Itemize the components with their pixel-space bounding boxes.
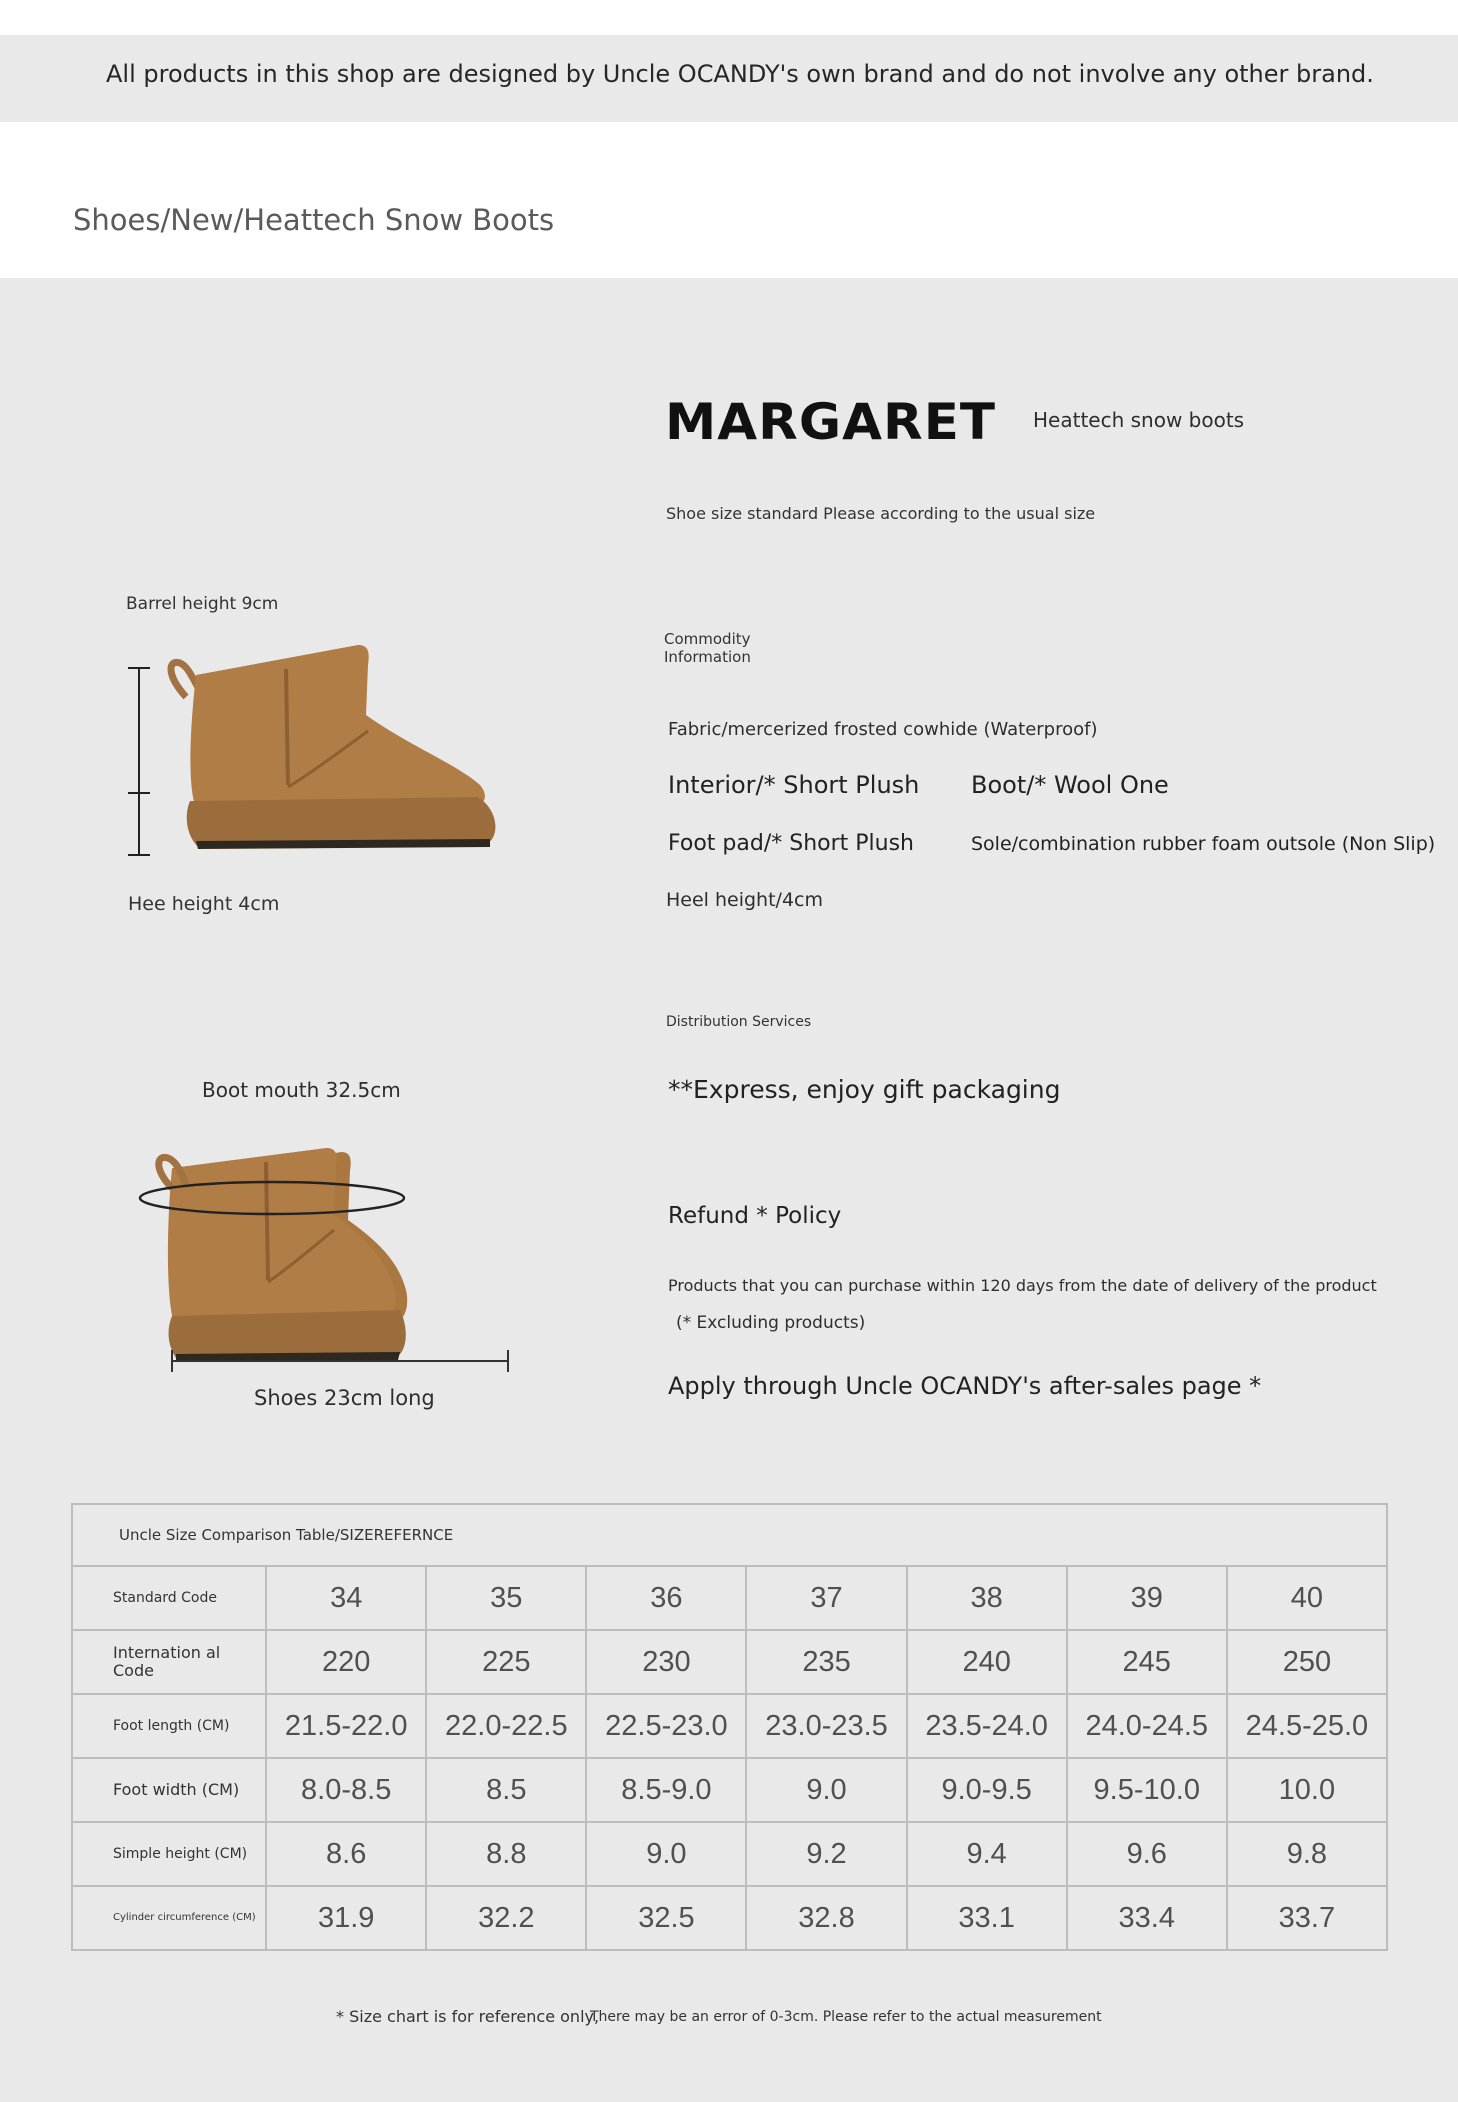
brand-notice: All products in this shop are designed by Uncle OCANDY's own brand and do not involve any other brand. bbox=[106, 60, 1374, 88]
row-label: Simple height (CM) bbox=[72, 1822, 266, 1886]
shoe-length-label: Shoes 23cm long bbox=[254, 1386, 435, 1410]
table-cell: 22.5-23.0 bbox=[586, 1694, 746, 1758]
table-row bbox=[72, 1886, 1387, 1950]
measurement-error-note: There may be an error of 0-3cm. Please refer to the actual measurement bbox=[590, 2009, 1102, 2025]
brand-logo: MARGARET bbox=[665, 393, 997, 451]
heel-spec: Heel height/4cm bbox=[666, 889, 823, 911]
table-row bbox=[72, 1566, 1387, 1630]
table-cell: 24.5-25.0 bbox=[1227, 1694, 1387, 1758]
table-cell: 9.6 bbox=[1067, 1822, 1227, 1886]
table-cell: 8.5-9.0 bbox=[586, 1758, 746, 1822]
table-cell: 33.4 bbox=[1067, 1886, 1227, 1950]
table-cell: 33.7 bbox=[1227, 1886, 1387, 1950]
table-cell: 220 bbox=[266, 1630, 426, 1694]
table-row bbox=[72, 1822, 1387, 1886]
barrel-height-label: Barrel height 9cm bbox=[126, 594, 279, 614]
table-cell: 36 bbox=[586, 1566, 746, 1630]
table-cell: 9.0 bbox=[586, 1822, 746, 1886]
distribution-label: Distribution Services bbox=[666, 1014, 812, 1030]
interior-spec: Interior/* Short Plush bbox=[668, 771, 920, 799]
sole-spec: Sole/combination rubber foam outsole (Non Slip) bbox=[971, 833, 1436, 855]
table-cell: 21.5-22.0 bbox=[266, 1694, 426, 1758]
boot-mouth-label: Boot mouth 32.5cm bbox=[202, 1078, 401, 1102]
table-cell: 32.5 bbox=[586, 1886, 746, 1950]
row-label: Cylinder circumference (CM) bbox=[72, 1886, 266, 1950]
refund-description: Products that you can purchase within 120 days from the date of delivery of the product bbox=[668, 1276, 1377, 1295]
table-cell: 22.0-22.5 bbox=[426, 1694, 586, 1758]
table-cell: 8.5 bbox=[426, 1758, 586, 1822]
row-label: Foot length (CM) bbox=[72, 1694, 266, 1758]
product-subtitle: Heattech snow boots bbox=[1033, 408, 1245, 432]
table-cell: 9.2 bbox=[746, 1822, 906, 1886]
table-cell: 8.8 bbox=[426, 1822, 586, 1886]
table-cell: 39 bbox=[1067, 1566, 1227, 1630]
table-cell: 225 bbox=[426, 1630, 586, 1694]
row-label: Internation al Code bbox=[72, 1630, 266, 1694]
table-row bbox=[72, 1758, 1387, 1822]
table-cell: 37 bbox=[746, 1566, 906, 1630]
boot-spec: Boot/* Wool One bbox=[971, 771, 1169, 799]
row-label: Standard Code bbox=[72, 1566, 266, 1630]
boot-pair-image bbox=[136, 1140, 416, 1380]
refund-title: Refund * Policy bbox=[668, 1203, 842, 1229]
table-cell: 34 bbox=[266, 1566, 426, 1630]
express-text: **Express, enjoy gift packaging bbox=[668, 1075, 1061, 1104]
table-cell: 38 bbox=[907, 1566, 1067, 1630]
size-table-title: Uncle Size Comparison Table/SIZEREFERNCE bbox=[72, 1504, 1387, 1566]
size-chart-note: * Size chart is for reference only, bbox=[336, 2007, 600, 2026]
fabric-spec: Fabric/mercerized frosted cowhide (Waterproof) bbox=[668, 719, 1098, 740]
table-cell: 235 bbox=[746, 1630, 906, 1694]
table-cell: 245 bbox=[1067, 1630, 1227, 1694]
refund-exclusion: (* Excluding products) bbox=[676, 1313, 866, 1333]
breadcrumb[interactable]: Shoes/New/Heattech Snow Boots bbox=[73, 203, 555, 237]
shoe-length-ruler bbox=[168, 1348, 514, 1374]
table-cell: 9.0-9.5 bbox=[907, 1758, 1067, 1822]
table-cell: 240 bbox=[907, 1630, 1067, 1694]
table-cell: 31.9 bbox=[266, 1886, 426, 1950]
after-sales-note: Apply through Uncle OCANDY's after-sales page * bbox=[668, 1372, 1262, 1400]
table-row bbox=[72, 1630, 1387, 1694]
table-cell: 23.0-23.5 bbox=[746, 1694, 906, 1758]
table-cell: 250 bbox=[1227, 1630, 1387, 1694]
table-cell: 9.0 bbox=[746, 1758, 906, 1822]
table-row bbox=[72, 1694, 1387, 1758]
foot-pad-spec: Foot pad/* Short Plush bbox=[668, 831, 914, 856]
row-label: Foot width (CM) bbox=[72, 1758, 266, 1822]
table-cell: 8.6 bbox=[266, 1822, 426, 1886]
commodity-info-label: Commodity Information bbox=[664, 630, 751, 666]
table-cell: 9.5-10.0 bbox=[1067, 1758, 1227, 1822]
table-cell: 23.5-24.0 bbox=[907, 1694, 1067, 1758]
heel-height-label: Hee height 4cm bbox=[128, 893, 280, 915]
table-cell: 32.2 bbox=[426, 1886, 586, 1950]
boot-side-image bbox=[118, 635, 548, 865]
table-cell: 8.0-8.5 bbox=[266, 1758, 426, 1822]
table-cell: 230 bbox=[586, 1630, 746, 1694]
table-cell: 9.4 bbox=[907, 1822, 1067, 1886]
table-cell: 40 bbox=[1227, 1566, 1387, 1630]
table-cell: 24.0-24.5 bbox=[1067, 1694, 1227, 1758]
table-cell: 10.0 bbox=[1227, 1758, 1387, 1822]
size-comparison-table bbox=[71, 1503, 1388, 1951]
table-cell: 33.1 bbox=[907, 1886, 1067, 1950]
table-cell: 35 bbox=[426, 1566, 586, 1630]
table-cell: 32.8 bbox=[746, 1886, 906, 1950]
table-cell: 9.8 bbox=[1227, 1822, 1387, 1886]
size-standard-note: Shoe size standard Please according to the usual size bbox=[666, 504, 1096, 523]
table-title-row bbox=[72, 1504, 1387, 1566]
